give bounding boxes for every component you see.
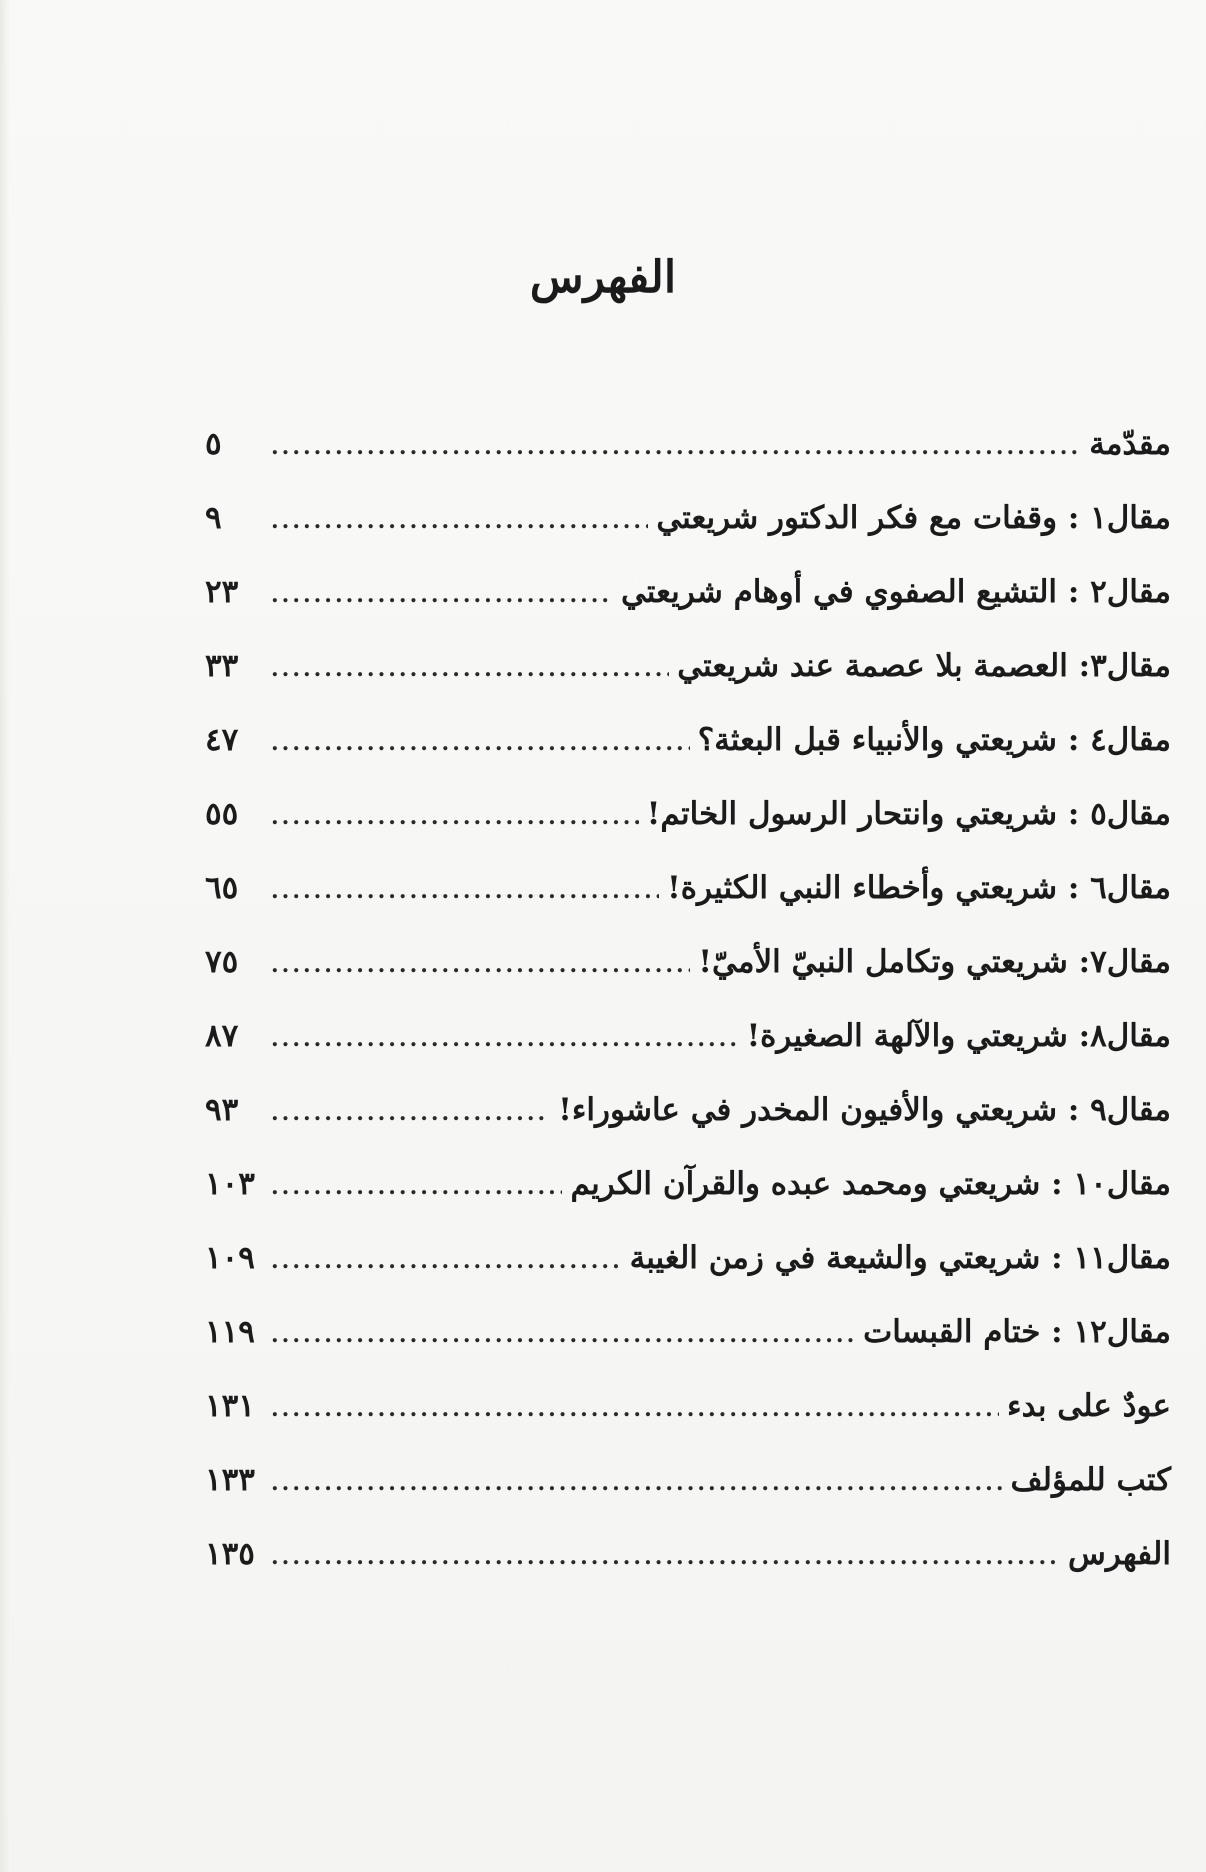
- toc-entry-page-number: ٢٣: [205, 574, 239, 610]
- toc-entry-title: عودٌ على بدء: [1007, 1388, 1171, 1424]
- toc-entry-title: مقدّمة: [1089, 426, 1171, 462]
- dot-leader: [271, 1174, 562, 1200]
- toc-entry-page-number: ١١٩: [205, 1314, 255, 1350]
- dot-leader: [271, 434, 1081, 460]
- toc-entry-title: مقال٤ : شريعتي والأنبياء قبل البعثة؟: [697, 722, 1171, 758]
- toc-entry-page-number: ٨٧: [205, 1018, 239, 1054]
- toc-entry-page-number: ٤٧: [205, 722, 239, 758]
- toc-entry-page-number: ٩: [205, 500, 222, 536]
- dot-leader: [271, 804, 639, 830]
- dot-leader: [271, 1248, 622, 1274]
- toc-entry-title: مقال٩ : شريعتي والأفيون المخدر في عاشوراء!: [558, 1092, 1171, 1128]
- dot-leader: [271, 878, 659, 904]
- dot-leader: [271, 1544, 1060, 1570]
- toc-entry: [205, 796, 1171, 870]
- toc-entry-page-number: ٥: [205, 426, 222, 462]
- dot-leader: [271, 1026, 739, 1052]
- toc-entry-page-number: ١٠٩: [205, 1240, 255, 1276]
- toc-entry: [205, 426, 1171, 500]
- toc-entry-title: مقال٧: شريعتي وتكامل النبيّ الأميّ!: [698, 944, 1171, 980]
- toc-entry: [205, 944, 1171, 1018]
- toc-entry-title: مقال٥ : شريعتي وانتحار الرسول الخاتم!: [646, 796, 1171, 832]
- toc-entry: [205, 1462, 1171, 1536]
- toc-entry-title: مقال٣: العصمة بلا عصمة عند شريعتي: [677, 648, 1171, 684]
- toc-entry: [205, 500, 1171, 574]
- toc-entry-page-number: ١٣٣: [205, 1462, 255, 1498]
- toc-entry: [205, 1536, 1171, 1610]
- toc-entry-page-number: ٥٥: [205, 796, 239, 832]
- toc-entry-page-number: ٦٥: [205, 870, 239, 906]
- toc-entry: [205, 870, 1171, 944]
- toc-entry-title: مقال٦ : شريعتي وأخطاء النبي الكثيرة!: [667, 870, 1171, 906]
- toc-entry-page-number: ١٠٣: [205, 1166, 255, 1202]
- dot-leader: [271, 730, 690, 756]
- dot-leader: [271, 582, 613, 608]
- dot-leader: [271, 952, 690, 978]
- toc-entry-title: مقال١ : وقفات مع فكر الدكتور شريعتي: [656, 500, 1171, 536]
- toc-entry-page-number: ٣٣: [205, 648, 239, 684]
- dot-leader: [271, 1322, 855, 1348]
- toc-entry-page-number: ١٣٥: [205, 1536, 255, 1572]
- toc-entry-title: كتب للمؤلف: [1010, 1462, 1171, 1498]
- toc-entry: [205, 1018, 1171, 1092]
- toc-entry-title: مقال٢ : التشيع الصفوي في أوهام شريعتي: [620, 574, 1171, 610]
- dot-leader: [271, 1470, 1002, 1496]
- toc-entry-title: مقال٨: شريعتي والآلهة الصغيرة!: [746, 1018, 1171, 1054]
- toc-entry-page-number: ١٣١: [205, 1388, 255, 1424]
- toc-entry: [205, 1314, 1171, 1388]
- toc-entry: [205, 722, 1171, 796]
- table-of-contents: [205, 426, 1171, 1610]
- dot-leader: [271, 1100, 550, 1126]
- dot-leader: [271, 1396, 999, 1422]
- dot-leader: [271, 656, 669, 682]
- toc-entry: [205, 1240, 1171, 1314]
- dot-leader: [271, 508, 648, 534]
- toc-entry-page-number: ٧٥: [205, 944, 239, 980]
- toc-entry-page-number: ٩٣: [205, 1092, 239, 1128]
- toc-entry: [205, 1388, 1171, 1462]
- toc-entry: [205, 1166, 1171, 1240]
- toc-entry: [205, 1092, 1171, 1166]
- toc-entry-title: الفهرس: [1068, 1536, 1171, 1572]
- toc-entry-title: مقال١١ : شريعتي والشيعة في زمن الغيبة: [629, 1240, 1171, 1276]
- toc-entry-title: مقال١٢ : ختام القبسات: [863, 1314, 1171, 1350]
- toc-entry: [205, 574, 1171, 648]
- toc-entry-title: مقال١٠ : شريعتي ومحمد عبده والقرآن الكريم: [570, 1166, 1171, 1202]
- page-title: الفهرس: [529, 252, 677, 303]
- toc-entry: [205, 648, 1171, 722]
